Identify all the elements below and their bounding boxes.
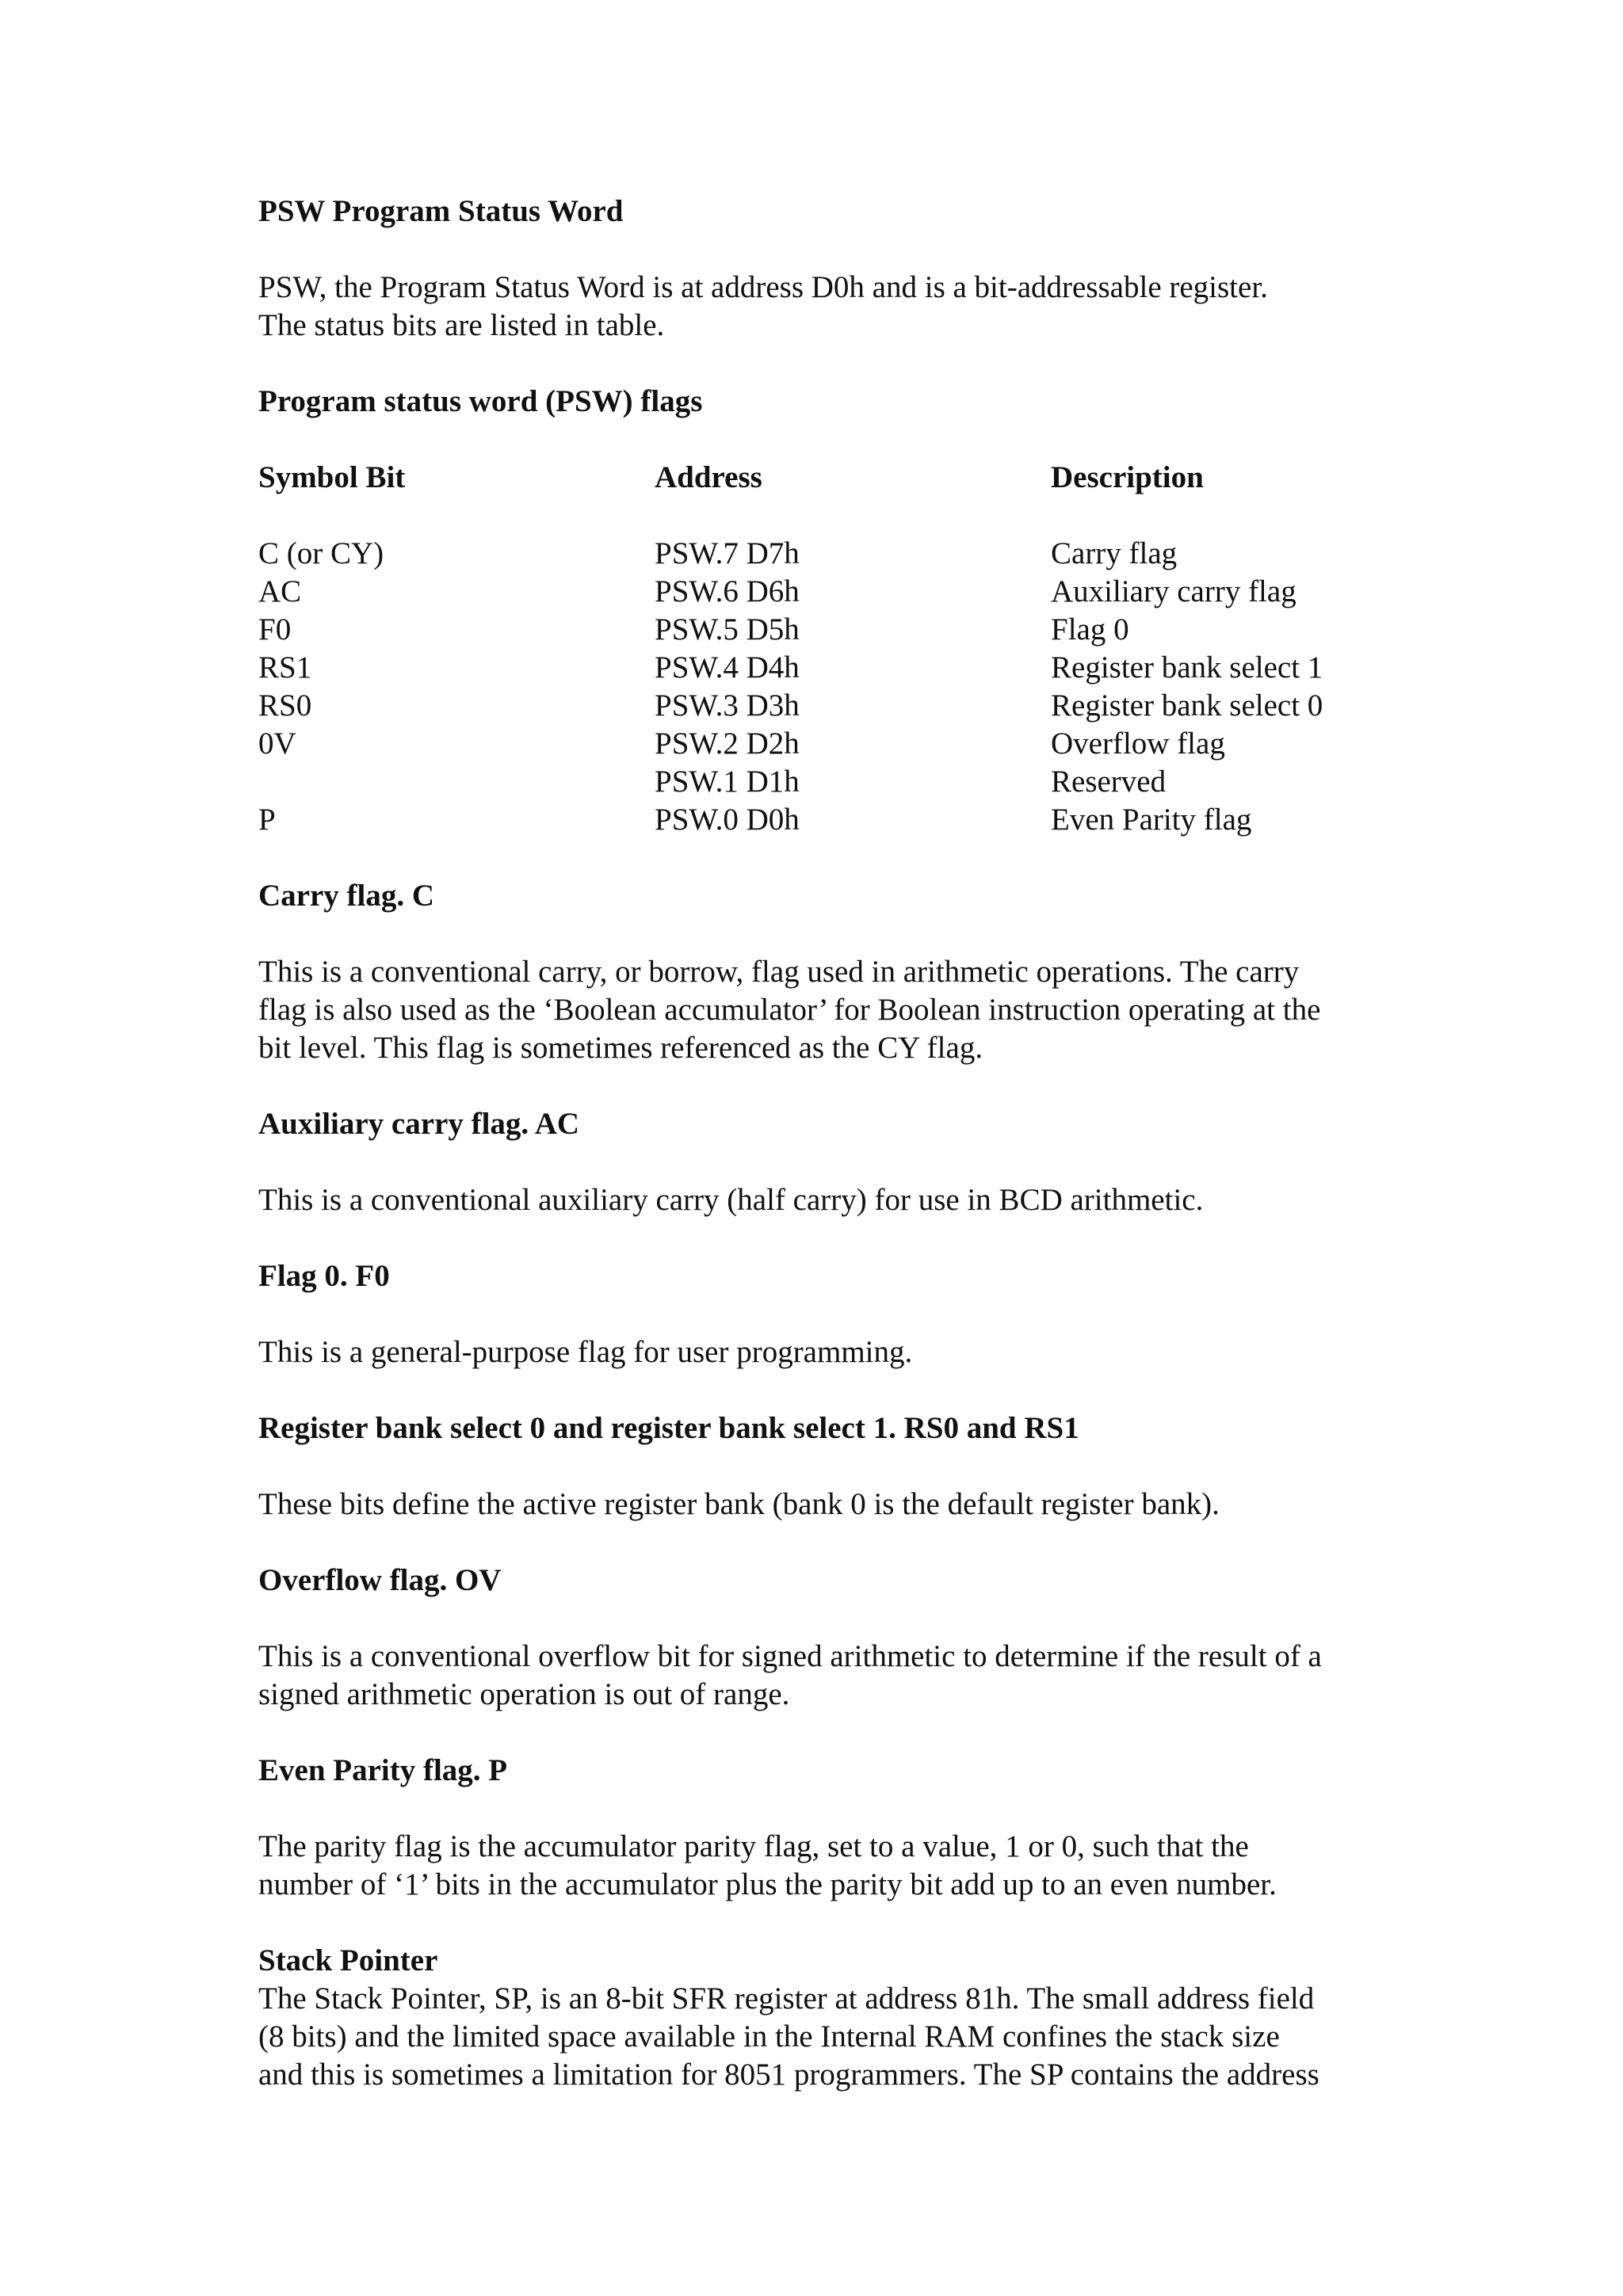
table-row [258, 535, 1407, 573]
cell-address: PSW.5 D5h [655, 612, 800, 646]
table-row [258, 573, 1407, 611]
cell-description: Reserved [1051, 765, 1167, 799]
cell-symbol: RS1 [258, 650, 312, 685]
cell-description: Flag 0 [1051, 612, 1129, 646]
cell-address: PSW.2 D2h [655, 727, 800, 761]
overflow-line-1: This is a conventional overflow bit for signed arithmetic to determine if the result of a [258, 1639, 1322, 1673]
overflow-heading: Overflow flag. OV [258, 1563, 502, 1597]
header-symbol-bit: Symbol Bit [258, 460, 406, 494]
regbank-line-1: These bits define the active register bank (bank 0 is the default register bank). [258, 1487, 1220, 1521]
table-row [258, 649, 1407, 687]
carry-line-2: flag is also used as the ‘Boolean accumulator’ for Boolean instruction operating at the [258, 993, 1321, 1027]
stack-line-2: (8 bits) and the limited space available in the Internal RAM confines the stack size [258, 2019, 1280, 2054]
parity-line-1: The parity flag is the accumulator parity flag, set to a value, 1 or 0, such that the [258, 1829, 1249, 1863]
cell-symbol: C (or CY) [258, 536, 384, 570]
cell-address: PSW.3 D3h [655, 688, 800, 723]
parity-line-2: number of ‘1’ bits in the accumulator plus the parity bit add up to an even number. [258, 1867, 1277, 1901]
document-page [258, 193, 1407, 2094]
cell-address: PSW.7 D7h [655, 536, 800, 570]
intro-line-2: The status bits are listed in table. [258, 308, 665, 342]
cell-address: PSW.1 D1h [655, 765, 800, 799]
stack-line-1: The Stack Pointer, SP, is an 8-bit SFR register at address 81h. The small address field [258, 1981, 1315, 2016]
cell-symbol: F0 [258, 612, 292, 646]
overflow-line-2: signed arithmetic operation is out of range. [258, 1677, 790, 1711]
table-title: Program status word (PSW) flags [258, 384, 703, 418]
cell-symbol: P [258, 803, 276, 837]
cell-address: PSW.6 D6h [655, 574, 800, 608]
header-address: Address [655, 460, 762, 494]
cell-address: PSW.4 D4h [655, 650, 800, 685]
carry-heading: Carry flag. C [258, 879, 435, 913]
cell-description: Carry flag [1051, 536, 1178, 570]
regbank-heading: Register bank select 0 and register bank select 1. RS0 and RS1 [258, 1411, 1079, 1445]
cell-description: Register bank select 1 [1051, 650, 1323, 685]
intro-line-1: PSW, the Program Status Word is at address D0h and is a bit-addressable register. [258, 270, 1268, 304]
cell-address: PSW.0 D0h [655, 803, 800, 837]
flag0-heading: Flag 0. F0 [258, 1259, 390, 1293]
cell-symbol: AC [258, 574, 302, 608]
cell-symbol: 0V [258, 727, 296, 761]
flag0-line-1: This is a general-purpose flag for user programming. [258, 1335, 913, 1369]
parity-heading: Even Parity flag. P [258, 1753, 508, 1787]
header-description: Description [1051, 460, 1204, 494]
cell-description: Even Parity flag [1051, 803, 1252, 837]
table-row [258, 763, 1407, 801]
table-row [258, 801, 1407, 839]
stack-line-3: and this is sometimes a limitation for 8051 programmers. The SP contains the address [258, 2058, 1319, 2092]
cell-symbol: RS0 [258, 688, 312, 723]
table-header-row [258, 459, 1407, 497]
page-title: PSW Program Status Word [258, 194, 624, 228]
aux-heading: Auxiliary carry flag. AC [258, 1107, 580, 1141]
carry-line-1: This is a conventional carry, or borrow, flag used in arithmetic operations. The carry [258, 955, 1300, 989]
table-row [258, 725, 1407, 763]
table-row [258, 687, 1407, 725]
cell-description: Overflow flag [1051, 727, 1225, 761]
table-row [258, 611, 1407, 649]
carry-line-3: bit level. This flag is sometimes referenced as the CY flag. [258, 1031, 983, 1065]
cell-description: Register bank select 0 [1051, 688, 1323, 723]
cell-symbol [258, 763, 655, 801]
stack-heading: Stack Pointer [258, 1943, 438, 1978]
cell-description: Auxiliary carry flag [1051, 574, 1296, 608]
aux-line-1: This is a conventional auxiliary carry (half carry) for use in BCD arithmetic. [258, 1183, 1204, 1217]
